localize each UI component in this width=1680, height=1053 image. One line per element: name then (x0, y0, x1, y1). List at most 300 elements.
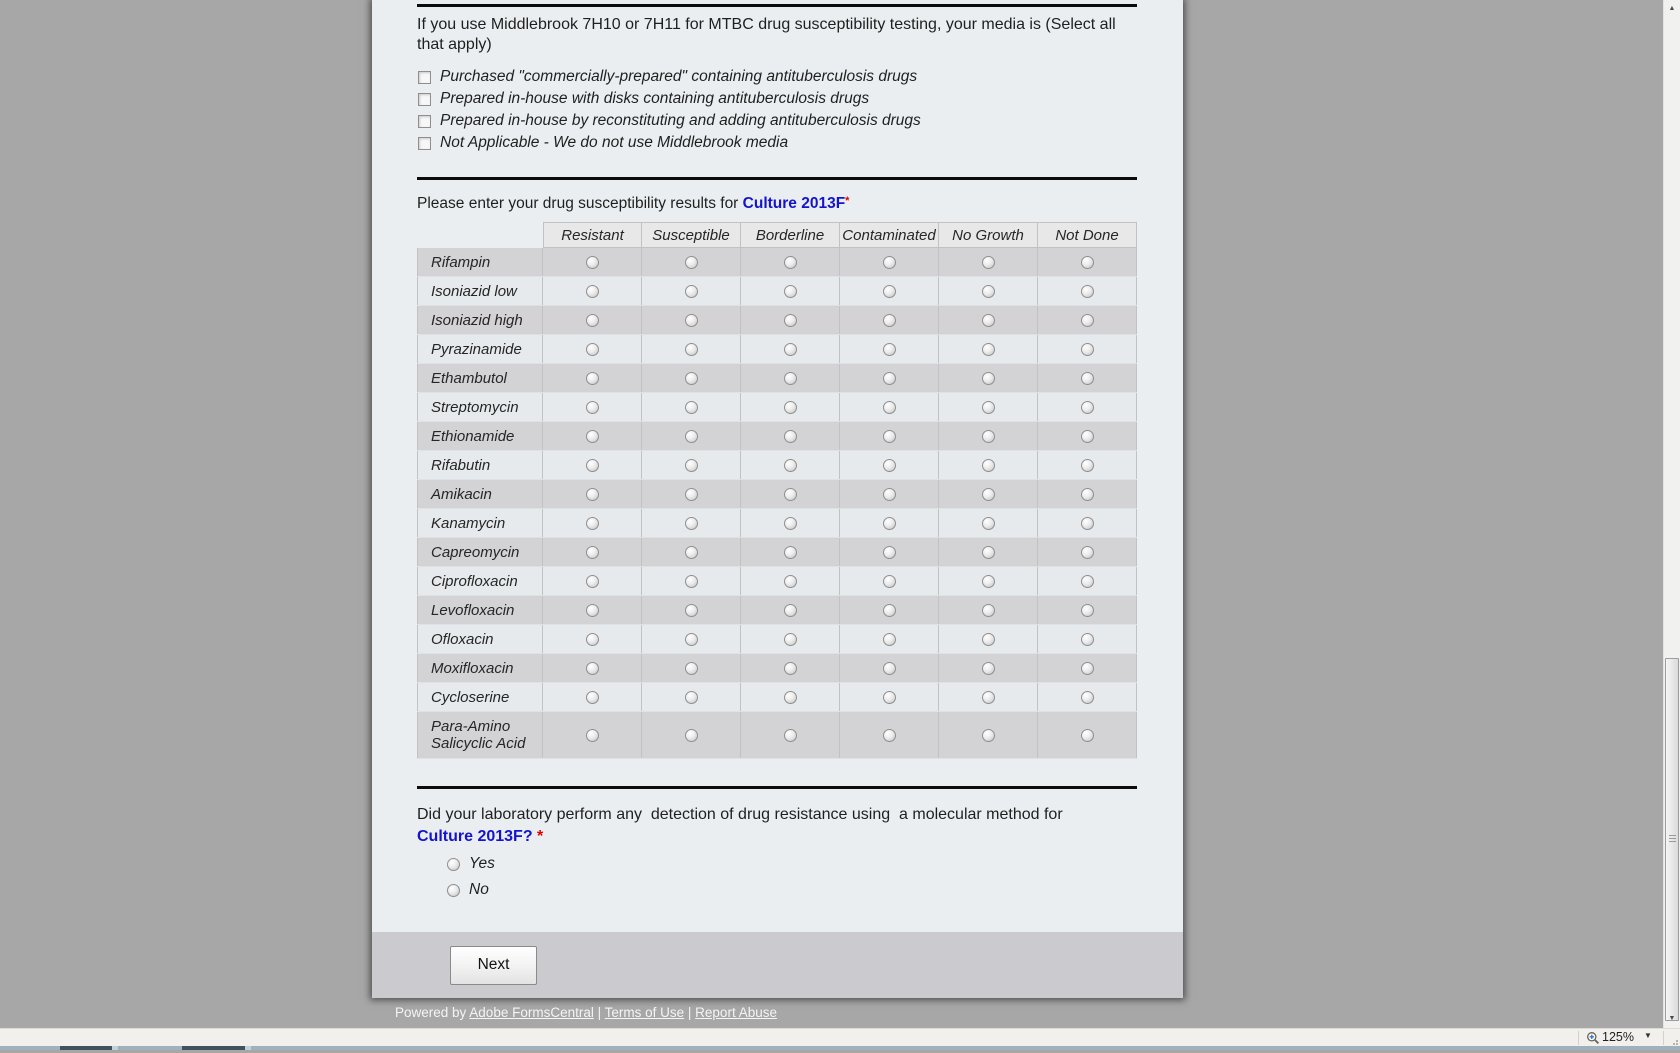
matrix-cell (939, 538, 1038, 566)
matrix-cell (939, 422, 1038, 450)
matrix-cell (543, 509, 642, 537)
matrix-cell (840, 422, 939, 450)
molecular-question-line2 (417, 826, 1117, 848)
radio-button[interactable] (685, 488, 698, 501)
matrix-header-row (417, 222, 1137, 248)
zoom-dropdown-arrow-icon[interactable]: ▼ (1644, 1031, 1652, 1040)
matrix-row-label: Rifampin (417, 248, 543, 276)
matrix-cell (840, 306, 939, 334)
matrix-cell (840, 567, 939, 595)
matrix-cell (939, 451, 1038, 479)
media-options-group (418, 66, 921, 154)
radio-button[interactable] (685, 691, 698, 704)
statusbar-separator (1578, 1031, 1579, 1045)
radio-button[interactable] (982, 256, 995, 269)
radio-button[interactable] (784, 430, 797, 443)
matrix-cell (741, 451, 840, 479)
radio-button[interactable] (586, 546, 599, 559)
radio-button[interactable] (883, 314, 896, 327)
required-asterisk: * (845, 195, 850, 207)
radio-button[interactable] (784, 662, 797, 675)
matrix-cell (543, 712, 642, 758)
radio-button[interactable] (685, 343, 698, 356)
radio-button[interactable] (982, 662, 995, 675)
matrix-cell (642, 538, 741, 566)
radio-button[interactable] (685, 430, 698, 443)
matrix-cell (840, 683, 939, 711)
radio-button[interactable] (685, 729, 698, 742)
matrix-cell (1038, 712, 1137, 758)
matrix-cell (741, 335, 840, 363)
dst-question-text (417, 195, 849, 213)
matrix-cell (1038, 683, 1137, 711)
vertical-scrollbar[interactable] (1663, 0, 1680, 1028)
radio-button[interactable] (1081, 256, 1094, 269)
matrix-cell (1038, 538, 1137, 566)
scrollbar-thumb[interactable] (1665, 658, 1679, 1021)
radio-button[interactable] (685, 604, 698, 617)
radio-button[interactable] (784, 488, 797, 501)
matrix-cell (1038, 509, 1137, 537)
section-divider (417, 786, 1137, 789)
matrix-column-header: Susceptible (642, 222, 741, 248)
matrix-cell (939, 364, 1038, 392)
radio-button[interactable] (685, 633, 698, 646)
radio-button[interactable] (586, 729, 599, 742)
matrix-cell (543, 393, 642, 421)
matrix-cell (642, 712, 741, 758)
matrix-column-header: Not Done (1038, 222, 1137, 248)
scroll-up-arrow-icon[interactable]: ▲ (1668, 5, 1676, 12)
matrix-cell (741, 509, 840, 537)
form-panel (372, 0, 1183, 998)
matrix-cell (741, 393, 840, 421)
radio-button[interactable] (1081, 401, 1094, 414)
radio-button[interactable] (685, 575, 698, 588)
matrix-cell (741, 306, 840, 334)
matrix-column-header: No Growth (939, 222, 1038, 248)
matrix-column-header: Contaminated (840, 222, 939, 248)
matrix-row-label: Ofloxacin (417, 625, 543, 653)
radio-button[interactable] (883, 662, 896, 675)
checkbox-label: Not Applicable - We do not use Middlebrook media (440, 134, 789, 151)
taskbar-edge (0, 1046, 1680, 1050)
radio-button[interactable] (784, 546, 797, 559)
radio-button[interactable] (685, 256, 698, 269)
radio-button[interactable] (586, 314, 599, 327)
matrix-row-label: Ethambutol (417, 364, 543, 392)
matrix-cell (1038, 567, 1137, 595)
radio-label: Yes (469, 855, 495, 872)
matrix-cell (840, 596, 939, 624)
matrix-row-label: Ethionamide (417, 422, 543, 450)
matrix-row (417, 277, 1137, 306)
matrix-cell (642, 567, 741, 595)
matrix-cell (543, 306, 642, 334)
radio-button[interactable] (685, 401, 698, 414)
required-asterisk: * (537, 827, 544, 845)
matrix-column-header: Resistant (543, 222, 642, 248)
molecular-question-text (417, 804, 1117, 847)
radio-button[interactable] (883, 285, 896, 298)
matrix-cell (543, 625, 642, 653)
matrix-cell (543, 654, 642, 682)
radio-button[interactable] (784, 314, 797, 327)
matrix-row-label: Cycloserine (417, 683, 543, 711)
radio-button[interactable] (586, 430, 599, 443)
radio-button[interactable] (883, 691, 896, 704)
radio-button[interactable] (586, 604, 599, 617)
radio-button[interactable] (1081, 729, 1094, 742)
section-divider (417, 177, 1137, 180)
radio-button[interactable] (883, 430, 896, 443)
matrix-row-label: Ciprofloxacin (417, 567, 543, 595)
molecular-option-yes (447, 851, 495, 877)
radio-button[interactable] (685, 459, 698, 472)
matrix-cell (741, 480, 840, 508)
matrix-cell (741, 538, 840, 566)
media-option (418, 110, 921, 132)
radio-button[interactable] (685, 662, 698, 675)
radio-button[interactable] (586, 401, 599, 414)
matrix-cell (741, 422, 840, 450)
matrix-cell (543, 364, 642, 392)
matrix-cell (1038, 364, 1137, 392)
matrix-cell (840, 538, 939, 566)
radio-button[interactable] (883, 459, 896, 472)
radio-button[interactable] (883, 372, 896, 385)
radio-button[interactable] (784, 633, 797, 646)
matrix-cell (741, 567, 840, 595)
matrix-cell (543, 538, 642, 566)
matrix-cell (543, 335, 642, 363)
radio-button[interactable] (1081, 430, 1094, 443)
matrix-cell (741, 596, 840, 624)
matrix-cell (939, 277, 1038, 305)
radio-button[interactable] (883, 604, 896, 617)
matrix-cell (939, 509, 1038, 537)
matrix-cell (840, 451, 939, 479)
footer-link-terms-of-use[interactable]: Terms of Use (604, 1005, 685, 1020)
matrix-cell (543, 277, 642, 305)
radio-button[interactable] (685, 546, 698, 559)
matrix-cell (642, 364, 741, 392)
matrix-cell (1038, 306, 1137, 334)
radio-button[interactable] (982, 459, 995, 472)
matrix-cell (1038, 335, 1137, 363)
matrix-row-label: Levofloxacin (417, 596, 543, 624)
radio-button[interactable] (1081, 372, 1094, 385)
matrix-row (417, 567, 1137, 596)
matrix-cell (741, 364, 840, 392)
section-divider (417, 4, 1137, 7)
powered-by-text: Powered by (395, 1005, 470, 1020)
matrix-cell (1038, 248, 1137, 276)
radio-button[interactable] (1081, 459, 1094, 472)
checkbox[interactable] (418, 115, 431, 128)
matrix-cell (939, 683, 1038, 711)
matrix-cell (642, 596, 741, 624)
matrix-cell (642, 393, 741, 421)
matrix-row (417, 596, 1137, 625)
matrix-cell (1038, 422, 1137, 450)
matrix-cell (741, 683, 840, 711)
matrix-cell (741, 248, 840, 276)
matrix-cell (939, 625, 1038, 653)
radio-button[interactable] (982, 691, 995, 704)
radio-button[interactable] (685, 314, 698, 327)
checkbox[interactable] (418, 71, 431, 84)
matrix-cell (642, 451, 741, 479)
matrix-row (417, 451, 1137, 480)
radio-button[interactable] (982, 729, 995, 742)
footer-separator: | (593, 1005, 605, 1020)
radio-button[interactable] (883, 546, 896, 559)
matrix-cell (1038, 480, 1137, 508)
radio-button[interactable] (586, 256, 599, 269)
matrix-cell (1038, 277, 1137, 305)
matrix-cell (840, 480, 939, 508)
matrix-row (417, 306, 1137, 335)
footer-separator: | (684, 1005, 696, 1020)
matrix-cell (642, 277, 741, 305)
scroll-down-arrow-icon[interactable]: ▼ (1668, 1015, 1676, 1022)
matrix-cell (642, 480, 741, 508)
radio-button[interactable] (685, 517, 698, 530)
matrix-row (417, 683, 1137, 712)
matrix-cell (642, 654, 741, 682)
radio-button[interactable] (1081, 314, 1094, 327)
radio-button[interactable] (1081, 285, 1094, 298)
radio-button[interactable] (685, 372, 698, 385)
matrix-row (417, 248, 1137, 277)
radio-button[interactable] (1081, 343, 1094, 356)
scrollbar-thumb-grip-icon (1669, 835, 1676, 844)
matrix-corner-cell (417, 222, 543, 248)
radio-button[interactable] (784, 401, 797, 414)
radio-button[interactable] (586, 285, 599, 298)
radio-button[interactable] (784, 459, 797, 472)
radio-button[interactable] (982, 401, 995, 414)
radio-label: No (469, 881, 489, 898)
matrix-cell (840, 712, 939, 758)
matrix-cell (543, 480, 642, 508)
matrix-row-label: Capreomycin (417, 538, 543, 566)
checkbox[interactable] (418, 93, 431, 106)
checkbox-label: Prepared in-house with disks containing antituberculosis drugs (440, 90, 870, 107)
matrix-cell (939, 654, 1038, 682)
radio-button[interactable] (586, 459, 599, 472)
radio-button[interactable] (586, 575, 599, 588)
radio-button[interactable] (1081, 662, 1094, 675)
radio-button[interactable] (982, 285, 995, 298)
radio-button[interactable] (1081, 604, 1094, 617)
matrix-cell (642, 306, 741, 334)
radio-button[interactable] (982, 343, 995, 356)
radio-button[interactable] (1081, 546, 1094, 559)
matrix-cell (642, 625, 741, 653)
matrix-cell (840, 654, 939, 682)
radio-button[interactable] (784, 575, 797, 588)
matrix-cell (741, 625, 840, 653)
radio-button[interactable] (1081, 517, 1094, 530)
matrix-row-label: Streptomycin (417, 393, 543, 421)
matrix-column-header: Borderline (741, 222, 840, 248)
matrix-row (417, 625, 1137, 654)
radio-button[interactable] (883, 401, 896, 414)
radio-button[interactable] (982, 488, 995, 501)
matrix-row (417, 480, 1137, 509)
matrix-cell (543, 567, 642, 595)
media-option (418, 132, 921, 154)
radio-button[interactable] (586, 372, 599, 385)
matrix-cell (642, 509, 741, 537)
matrix-cell (741, 277, 840, 305)
next-button[interactable]: Next (450, 946, 537, 985)
checkbox-label: Purchased "commercially-prepared" containing antituberculosis drugs (440, 68, 918, 85)
radio-button[interactable] (784, 604, 797, 617)
matrix-row (417, 364, 1137, 393)
radio-button[interactable] (982, 372, 995, 385)
matrix-cell (939, 596, 1038, 624)
radio-button[interactable] (1081, 633, 1094, 646)
matrix-cell (543, 248, 642, 276)
radio-button[interactable] (883, 256, 896, 269)
matrix-cell (1038, 393, 1137, 421)
matrix-cell (939, 306, 1038, 334)
matrix-cell (840, 335, 939, 363)
radio-button[interactable] (685, 285, 698, 298)
status-bar (0, 1028, 1680, 1046)
media-question-line1: If you use Middlebrook 7H10 or 7H11 for MTBC drug susceptibility testing, your media is (Select all (417, 16, 1116, 33)
radio-button[interactable] (784, 729, 797, 742)
radio-button[interactable] (982, 314, 995, 327)
molecular-options-group (447, 851, 495, 903)
matrix-cell (642, 335, 741, 363)
radio-button[interactable] (586, 488, 599, 501)
matrix-cell (741, 654, 840, 682)
matrix-cell (840, 509, 939, 537)
radio-button[interactable] (1081, 575, 1094, 588)
matrix-cell (1038, 654, 1137, 682)
statusbar-separator (1663, 1031, 1664, 1045)
matrix-row-label: Amikacin (417, 480, 543, 508)
radio-button[interactable] (982, 633, 995, 646)
radio-button[interactable] (586, 517, 599, 530)
matrix-row (417, 422, 1137, 451)
matrix-row-label: Rifabutin (417, 451, 543, 479)
matrix-cell (543, 596, 642, 624)
molecular-question-line1: Did your laboratory perform any detection of drug resistance using a molecular method for (417, 806, 1063, 823)
matrix-cell (840, 364, 939, 392)
matrix-cell (741, 712, 840, 758)
matrix-cell (840, 277, 939, 305)
media-option (418, 88, 921, 110)
matrix-cell (939, 248, 1038, 276)
radio-button[interactable] (586, 343, 599, 356)
matrix-cell (840, 625, 939, 653)
matrix-row-label: Kanamycin (417, 509, 543, 537)
zoom-level[interactable]: 125% (1602, 1030, 1634, 1044)
footer-link-adobe-formscentral[interactable]: Adobe FormsCentral (469, 1005, 594, 1020)
radio-button[interactable] (1081, 488, 1094, 501)
matrix-cell (840, 248, 939, 276)
resize-grip-icon[interactable] (1669, 1035, 1678, 1053)
radio-button[interactable] (982, 430, 995, 443)
matrix-cell (642, 422, 741, 450)
checkbox-label: Prepared in-house by reconstituting and adding antituberculosis drugs (440, 112, 921, 129)
radio-button[interactable] (586, 691, 599, 704)
radio-button[interactable] (883, 488, 896, 501)
matrix-row-label: Isoniazid low (417, 277, 543, 305)
radio-button[interactable] (586, 633, 599, 646)
matrix-row (417, 335, 1137, 364)
matrix-row (417, 712, 1137, 759)
radio-button[interactable] (784, 372, 797, 385)
taskbar-segment (182, 1046, 245, 1050)
matrix-cell (939, 393, 1038, 421)
radio-button[interactable] (784, 256, 797, 269)
matrix-row (417, 393, 1137, 422)
radio-button[interactable] (982, 546, 995, 559)
page-footer (395, 1005, 777, 1020)
radio-button[interactable] (447, 884, 460, 897)
radio-button[interactable] (883, 343, 896, 356)
molecular-option-no (447, 877, 495, 903)
radio-button[interactable] (883, 575, 896, 588)
dst-question-prefix: Please enter your drug susceptibility results for (417, 195, 743, 212)
checkbox[interactable] (418, 137, 431, 150)
radio-button[interactable] (784, 285, 797, 298)
footer-link-report-abuse[interactable]: Report Abuse (695, 1005, 777, 1020)
taskbar-segment (60, 1046, 112, 1050)
radio-button[interactable] (883, 633, 896, 646)
matrix-row-label: Moxifloxacin (417, 654, 543, 682)
radio-button[interactable] (883, 517, 896, 530)
radio-button[interactable] (982, 604, 995, 617)
form-footer-band (372, 932, 1183, 998)
radio-button[interactable] (784, 343, 797, 356)
matrix-row (417, 538, 1137, 567)
matrix-cell (1038, 596, 1137, 624)
radio-button[interactable] (586, 662, 599, 675)
radio-button[interactable] (982, 575, 995, 588)
radio-button[interactable] (447, 858, 460, 871)
radio-button[interactable] (883, 729, 896, 742)
dst-matrix-table (417, 222, 1137, 759)
radio-button[interactable] (1081, 691, 1094, 704)
culture-2013f-link[interactable]: Culture 2013F? (417, 827, 533, 845)
culture-2013f-link[interactable]: Culture 2013F (742, 195, 846, 212)
radio-button[interactable] (784, 691, 797, 704)
radio-button[interactable] (982, 517, 995, 530)
matrix-cell (543, 451, 642, 479)
matrix-row (417, 509, 1137, 538)
matrix-cell (543, 422, 642, 450)
media-question-text (417, 15, 1143, 54)
matrix-row-label: Para-Amino Salicyclic Acid (417, 712, 543, 758)
matrix-cell (939, 567, 1038, 595)
matrix-cell (939, 480, 1038, 508)
taskbar-segment (112, 1046, 118, 1050)
matrix-cell (642, 248, 741, 276)
taskbar-segment (245, 1046, 251, 1050)
radio-button[interactable] (784, 517, 797, 530)
matrix-cell (939, 335, 1038, 363)
matrix-cell (939, 712, 1038, 758)
matrix-row-label: Isoniazid high (417, 306, 543, 334)
media-option (418, 66, 921, 88)
